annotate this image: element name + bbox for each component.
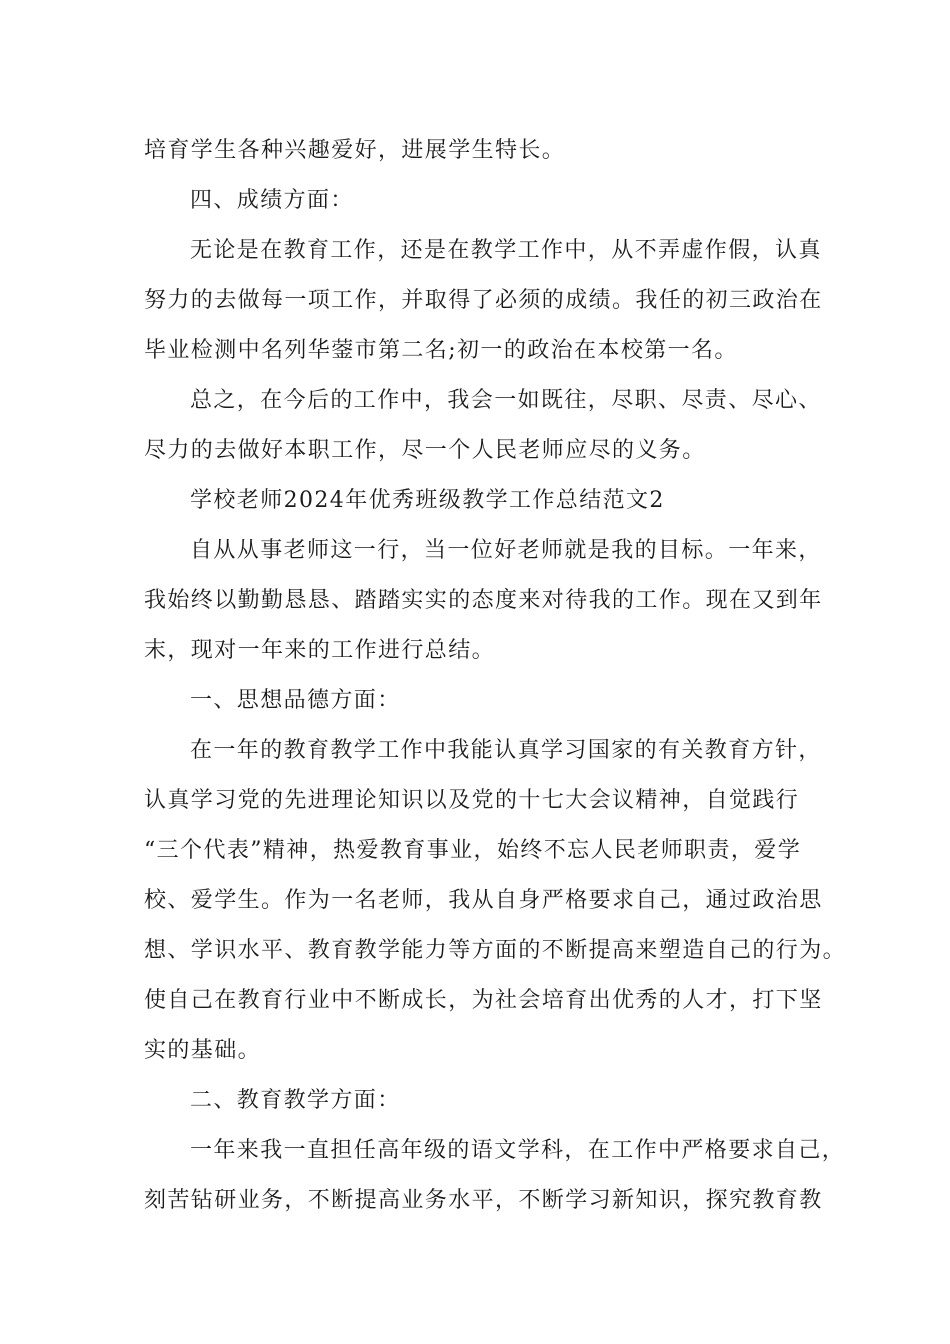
body-text-line: 在一年的教育教学工作中我能认真学习国家的有关教育方针，: [190, 738, 822, 763]
body-text-line: 我始终以勤勤恳恳、踏踏实实的态度来对待我的工作。现在又到年: [144, 588, 823, 613]
body-text-line: 毕业检测中名列华蓥市第二名;初一的政治在本校第一名。: [144, 338, 738, 363]
body-text-line: 无论是在教育工作，还是在教学工作中，从不弄虚作假，认真: [190, 238, 822, 263]
section-heading: 一、思想品德方面：: [190, 688, 401, 713]
section-heading: 四、成绩方面：: [190, 188, 354, 213]
section-heading: 二、教育教学方面：: [190, 1088, 401, 1113]
body-text-line: 尽力的去做好本职工作，尽一个人民老师应尽的义务。: [144, 438, 706, 463]
body-text-line: 末，现对一年来的工作进行总结。: [144, 638, 496, 663]
body-text-line: 校、爱学生。作为一名老师，我从自身严格要求自己，通过政治思: [144, 888, 823, 913]
body-text-line: 实的基础。: [144, 1038, 262, 1063]
body-text-line: 使自己在教育行业中不断成长，为社会培育出优秀的人才，打下坚: [144, 988, 823, 1013]
article-title: 学校老师2024年优秀班级教学工作总结范文2: [190, 488, 665, 513]
body-text-line: 想、学识水平、教育教学能力等方面的不断提高来塑造自己的行为。: [144, 938, 847, 963]
body-text-line: “三个代表”精神，热爱教育事业，始终不忘人民老师职责，爱学: [144, 838, 802, 863]
body-text-line: 一年来我一直担任高年级的语文学科，在工作中严格要求自己，: [190, 1138, 846, 1163]
body-text-line: 自从从事老师这一行，当一位好老师就是我的目标。一年来，: [190, 538, 822, 563]
body-text-line: 培育学生各种兴趣爱好，进展学生特长。: [144, 138, 566, 163]
body-text-line: 努力的去做每一项工作，并取得了必须的成绩。我任的初三政治在: [144, 288, 823, 313]
body-text-line: 总之，在今后的工作中，我会一如既往，尽职、尽责、尽心、: [190, 388, 822, 413]
body-text-line: 认真学习党的先进理论知识以及党的十七大会议精神，自觉践行: [144, 788, 800, 813]
body-text-line: 刻苦钻研业务，不断提高业务水平，不断学习新知识，探究教育教: [144, 1188, 823, 1213]
